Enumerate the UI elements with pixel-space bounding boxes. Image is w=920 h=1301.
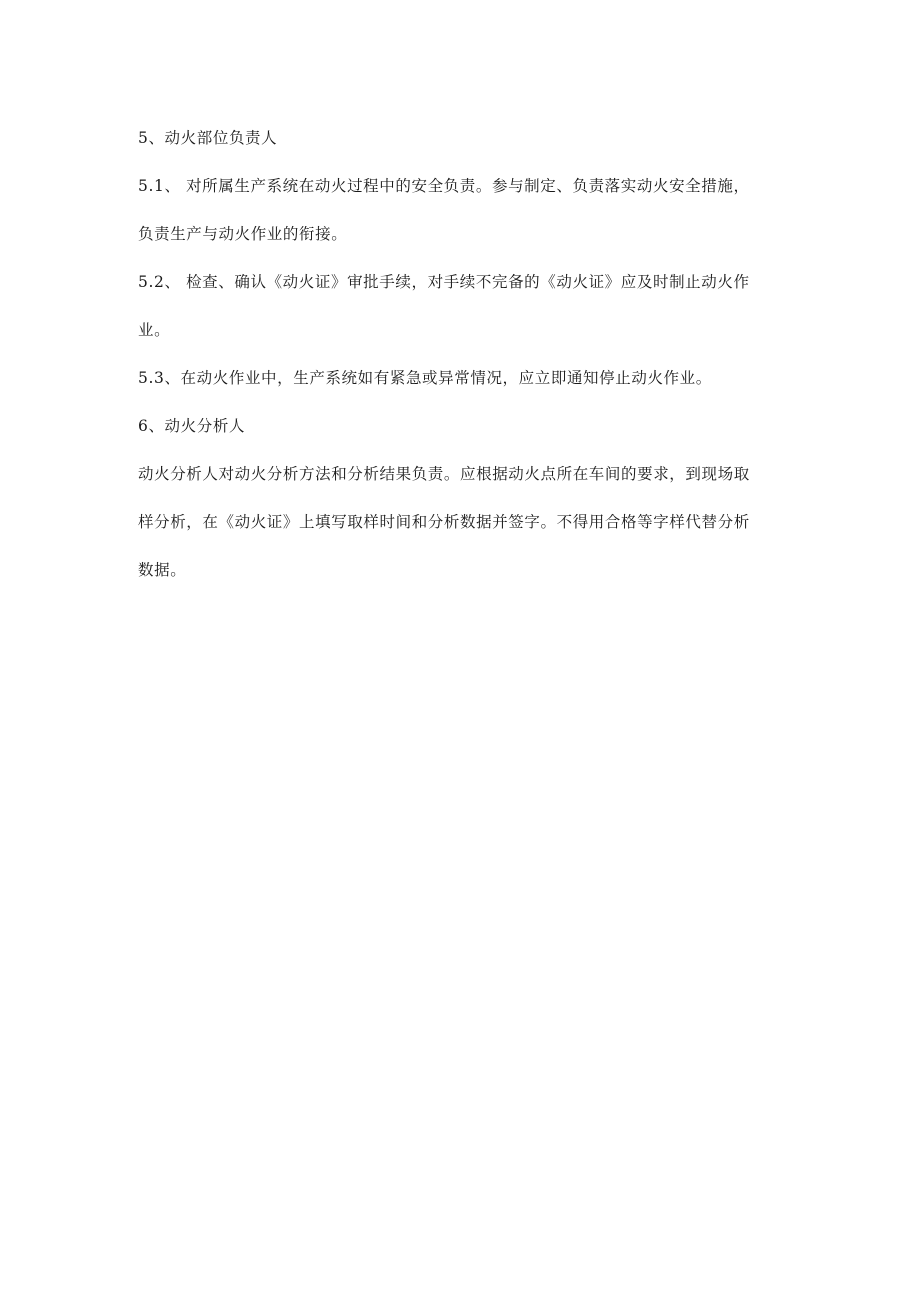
document-body <box>138 126 784 606</box>
section-6-paragraph-line-2: 样分析，在《动火证》上填写取样时间和分析数据并签字。不得用合格等字样代替分析 <box>138 513 750 531</box>
section-5-heading: 5、动火部位负责人 <box>138 129 278 147</box>
item-5-2-line-2: 业。 <box>138 321 171 339</box>
section-6-paragraph-line-3: 数据。 <box>138 561 187 579</box>
section-6-paragraph-line-1: 动火分析人对动火分析方法和分析结果负责。应根据动火点所在车间的要求，到现场取 <box>138 465 750 483</box>
item-5-2-line-1: 5.2、 检查、确认《动火证》审批手续，对手续不完备的《动火证》应及时制止动火作 <box>138 273 750 291</box>
item-5-3: 5.3、在动火作业中，生产系统如有紧急或异常情况，应立即通知停止动火作业。 <box>138 369 712 387</box>
item-5-1-line-1: 5.1、 对所属生产系统在动火过程中的安全负责。参与制定、负责落实动火安全措施， <box>138 177 750 195</box>
section-6-heading: 6、动火分析人 <box>138 417 246 435</box>
item-5-1-line-2: 负责生产与动火作业的衔接。 <box>138 225 348 243</box>
